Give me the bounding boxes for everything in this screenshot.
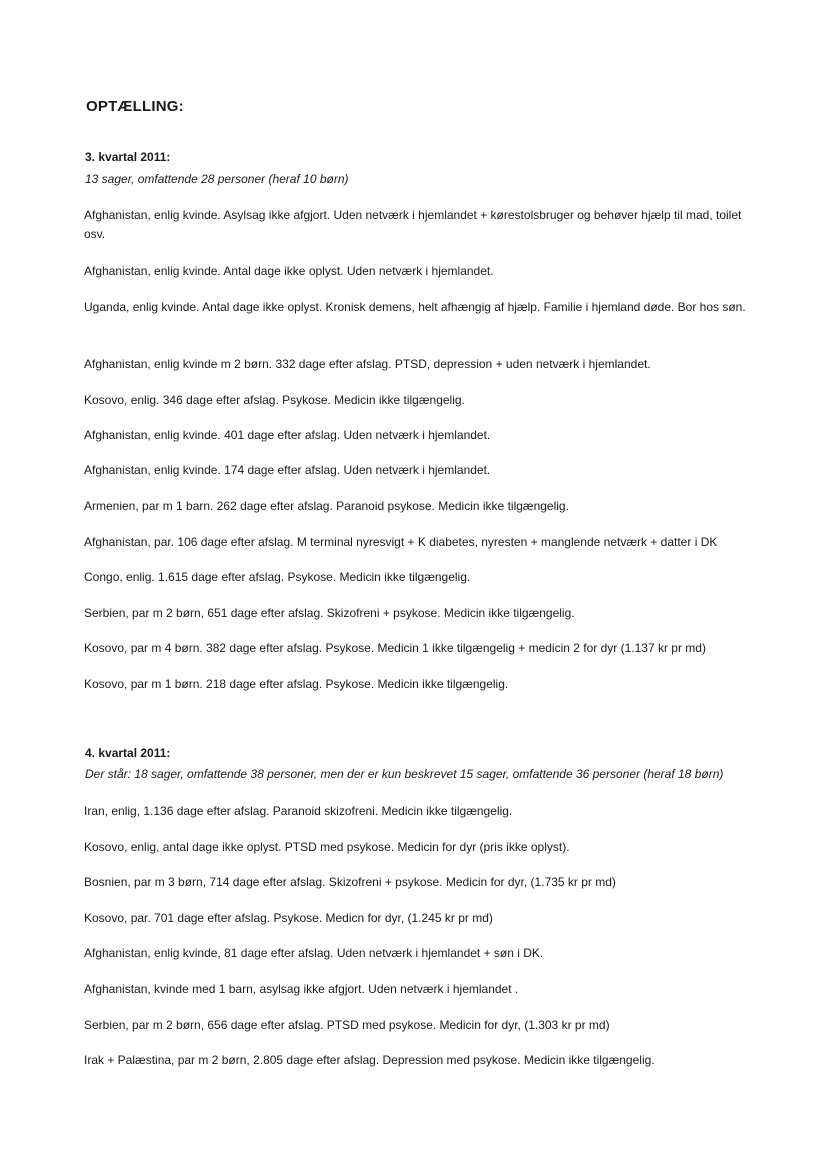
case-entry: Afghanistan, enlig kvinde m 2 børn. 332 dage efter afslag. PTSD, depression + uden netværk i hjemlandet. xyxy=(84,357,651,371)
case-entry: Kosovo, enlig. 346 dage efter afslag. Psykose. Medicin ikke tilgængelig. xyxy=(84,393,465,407)
page-title: OPTÆLLING: xyxy=(86,98,184,115)
case-entry: Iran, enlig, 1.136 dage efter afslag. Paranoid skizofreni. Medicin ikke tilgængelig. xyxy=(84,804,513,818)
case-entry: Congo, enlig. 1.615 dage efter afslag. Psykose. Medicin ikke tilgængelig. xyxy=(84,570,471,584)
case-entry: Kosovo, enlig, antal dage ikke oplyst. PTSD med psykose. Medicin for dyr (pris ikke oplyst). xyxy=(84,840,570,854)
case-entry: Kosovo, par. 701 dage efter afslag. Psykose. Medicn for dyr, (1.245 kr pr md) xyxy=(84,911,493,925)
case-entry: Armenien, par m 1 barn. 262 dage efter afslag. Paranoid psykose. Medicin ikke tilgængelig. xyxy=(84,499,569,513)
section-heading: 3. kvartal 2011: xyxy=(85,150,171,164)
case-entry: Uganda, enlig kvinde. Antal dage ikke oplyst. Kronisk demens, helt afhængig af hjælp. Familie i hjemland døde. Bor hos søn. xyxy=(84,300,746,314)
case-entry: Kosovo, par m 1 børn. 218 dage efter afslag. Psykose. Medicin ikke tilgængelig. xyxy=(84,677,509,691)
case-entry: Afghanistan, enlig kvinde. 174 dage efter afslag. Uden netværk i hjemlandet. xyxy=(84,463,491,477)
case-entry: Kosovo, par m 4 børn. 382 dage efter afslag. Psykose. Medicin 1 ikke tilgængelig + medicin 2 for dyr (1.137 kr pr md) xyxy=(84,641,706,655)
case-entry: Afghanistan, kvinde med 1 barn, asylsag ikke afgjort. Uden netværk i hjemlandet . xyxy=(84,982,519,996)
section-subheading: Der står: 18 sager, omfattende 38 personer, men der er kun beskrevet 15 sager, omfattende 36 personer (heraf 18 børn) xyxy=(85,767,724,781)
section-subheading: 13 sager, omfattende 28 personer (heraf 10 børn) xyxy=(85,172,349,186)
case-entry: Bosnien, par m 3 børn, 714 dage efter afslag. Skizofreni + psykose. Medicin for dyr, (1.735 kr pr md) xyxy=(84,875,616,889)
case-entry: Serbien, par m 2 børn, 656 dage efter afslag. PTSD med psykose. Medicin for dyr, (1.303 kr pr md) xyxy=(84,1018,610,1032)
case-entry: Afghanistan, enlig kvinde, 81 dage efter afslag. Uden netværk i hjemlandet + søn i DK. xyxy=(84,946,544,960)
case-entry: Afghanistan, par. 106 dage efter afslag. M terminal nyresvigt + K diabetes, nyresten + manglende netværk + datter i DK xyxy=(84,535,718,549)
case-entry: Afghanistan, enlig kvinde. Asylsag ikke afgjort. Uden netværk i hjemlandet + kørestolsbruger og behøver hjælp til mad, toilet osv. xyxy=(84,208,742,241)
section-heading: 4. kvartal 2011: xyxy=(85,746,171,760)
case-entry: Serbien, par m 2 børn, 651 dage efter afslag. Skizofreni + psykose. Medicin ikke tilgængelig. xyxy=(84,606,575,620)
case-entry: Afghanistan, enlig kvinde. Antal dage ikke oplyst. Uden netværk i hjemlandet. xyxy=(84,264,494,278)
case-entry: Afghanistan, enlig kvinde. 401 dage efter afslag. Uden netværk i hjemlandet. xyxy=(84,428,491,442)
case-entry: Irak + Palæstina, par m 2 børn, 2.805 dage efter afslag. Depression med psykose. Medicin ikke tilgængelig. xyxy=(84,1053,655,1067)
